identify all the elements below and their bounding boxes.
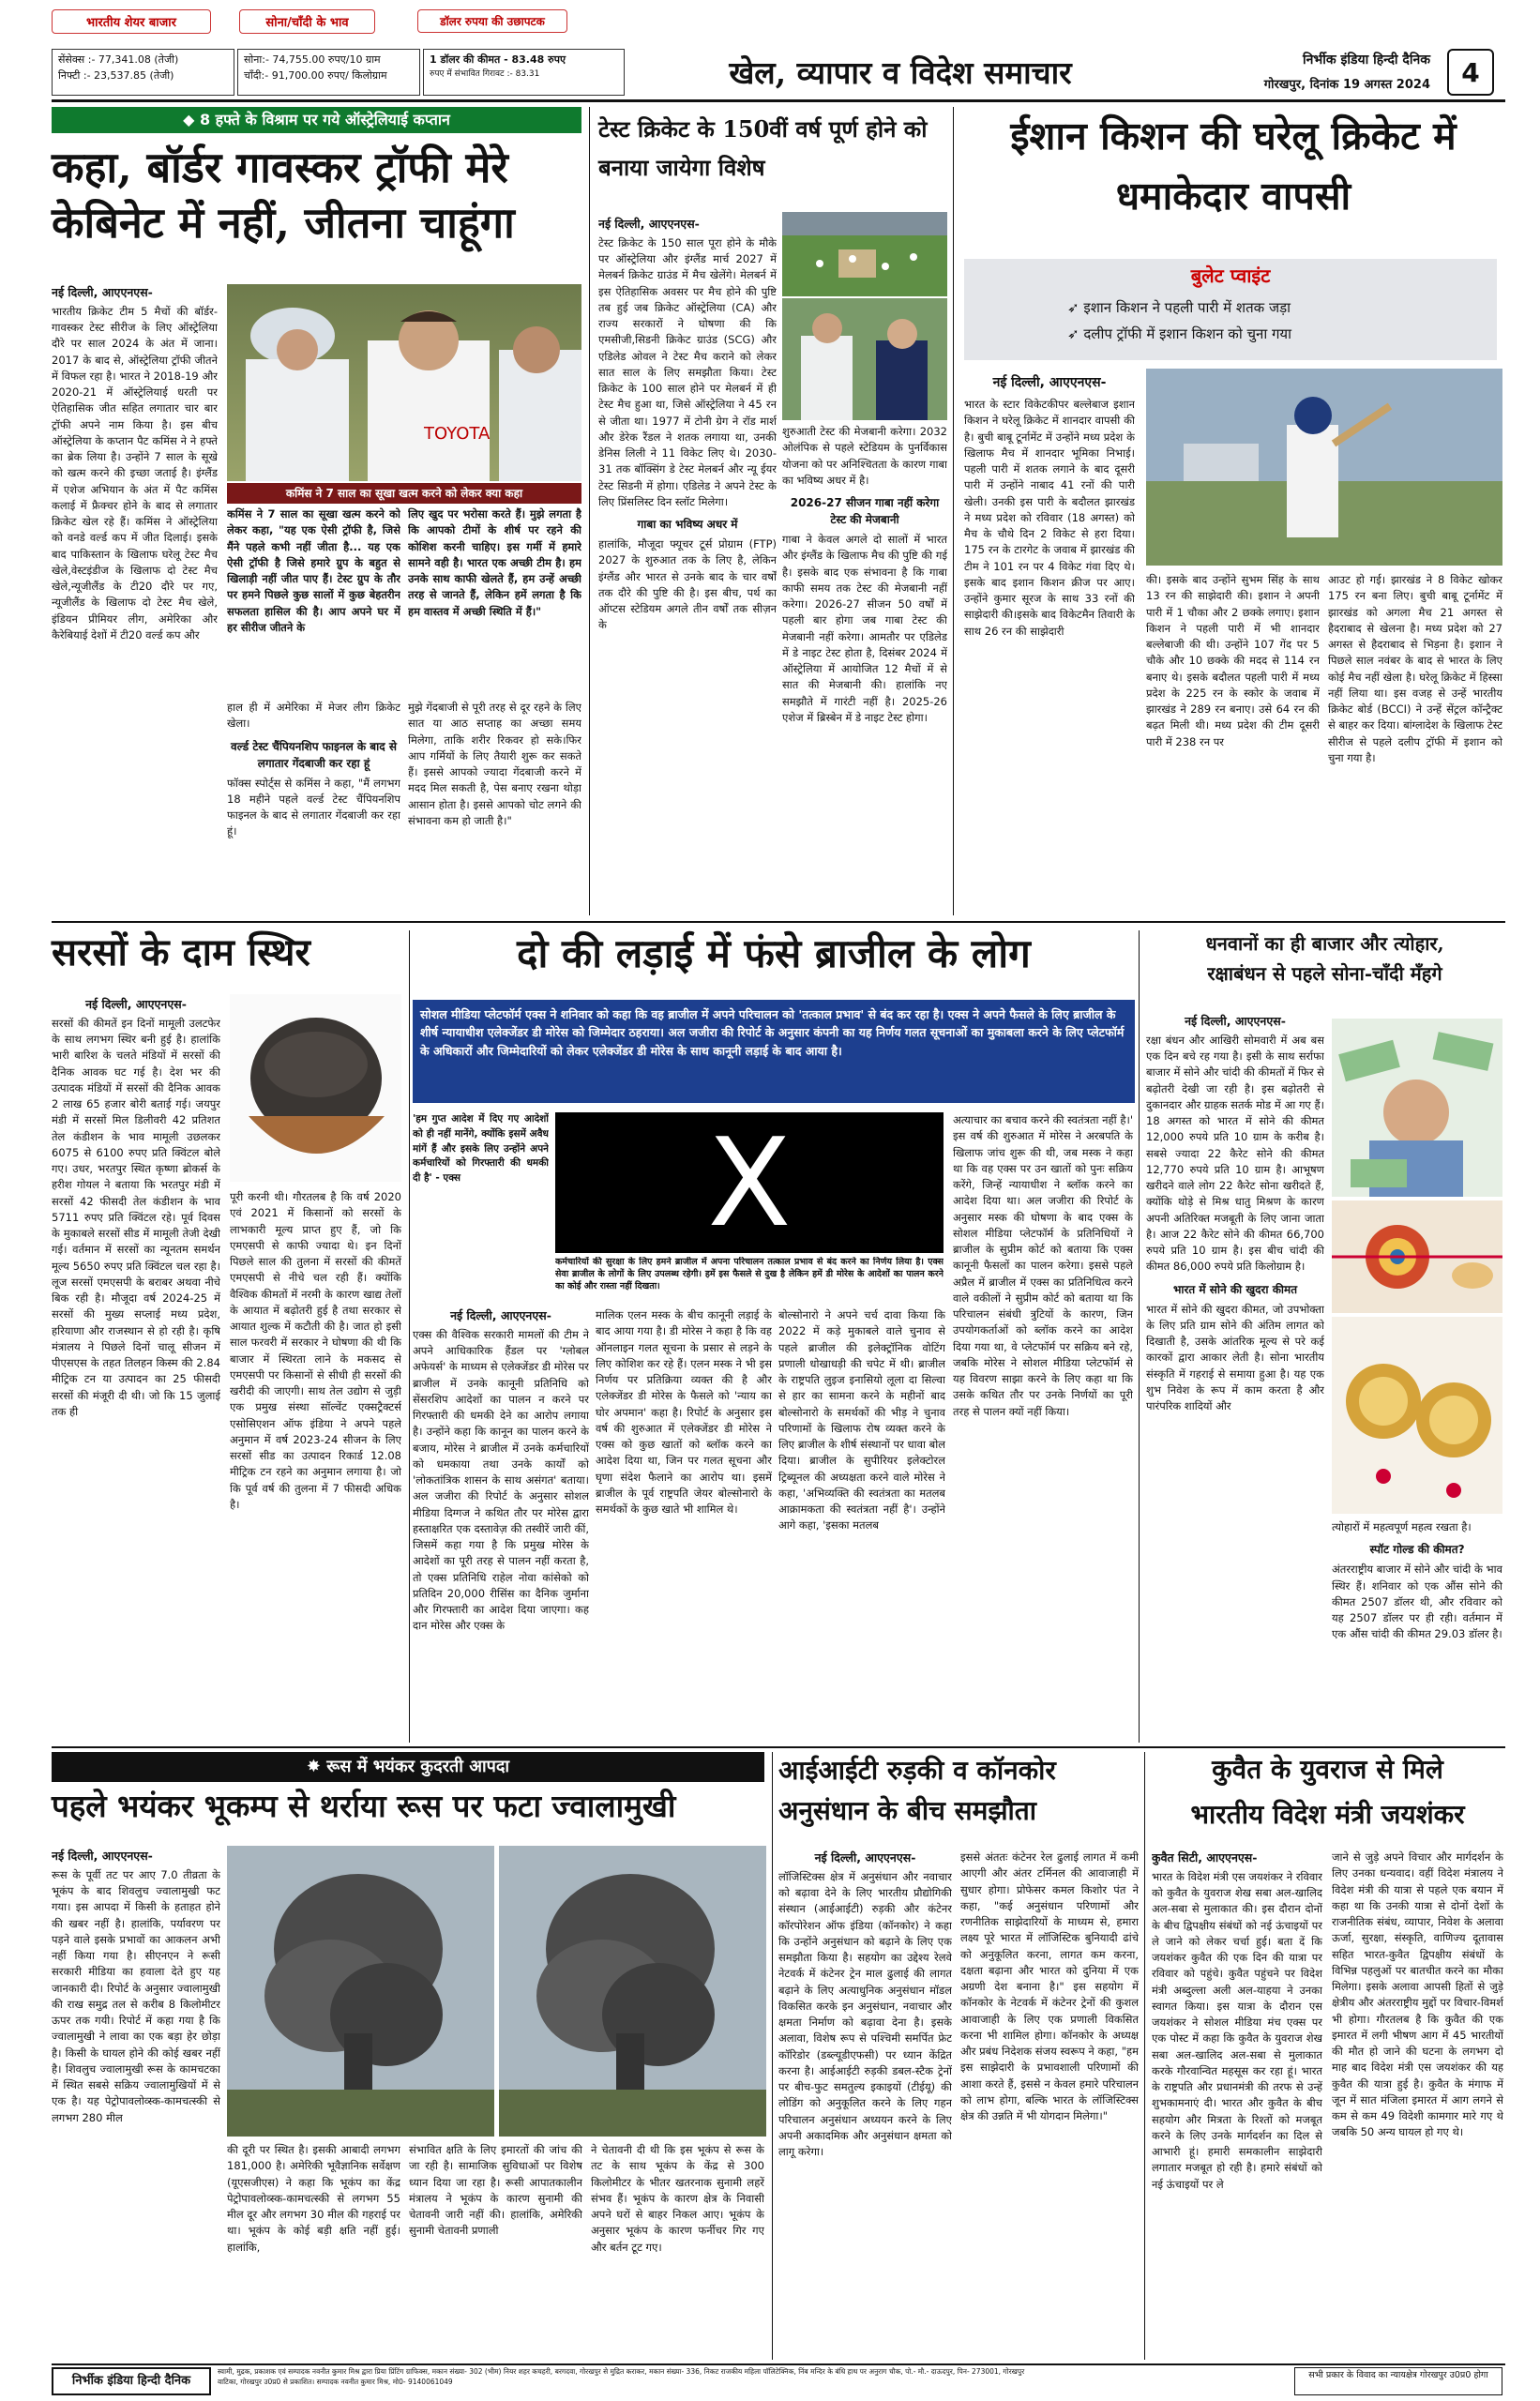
story2-dateline: नई दिल्ली, आएएनएस- bbox=[598, 217, 700, 231]
story5-column2 bbox=[596, 1307, 772, 1744]
story5-headline: दो की लड़ाई में फंसे ब्राजील के लोग bbox=[517, 930, 1031, 976]
story6-subhead: भारत में सोने की खुदरा कीमत bbox=[1172, 1282, 1298, 1296]
story7-body2: की दूरी पर स्थित है। इसकी आबादी लगभग 181,000 है। अमेरिकी भूवैज्ञानिक सर्वेक्षण (यूएसजीएस) ने कहा कि भूकंप का केंद्र पेट्रोपावलोव्स्क-कामचत्स्की से लगभग 55 मील दूर और लगभग 30 मील की गहराई पर था। भूकंप के कोई बड़ी क्षति नहीं हुई। हालांकि, bbox=[227, 2143, 400, 2254]
money-man-photo bbox=[1332, 1019, 1502, 1197]
masthead-rule bbox=[52, 99, 1505, 102]
share-market-box bbox=[52, 49, 234, 96]
story1-body1: भारतीय क्रिकेट टीम 5 मैचों की बॉर्डर-गावस्कर टेस्ट सीरीज के लिए ऑस्ट्रेलिया दौरे पर साल 2024 के अंत में जाना। 2017 के बाद से, ऑस्ट्रेलिया ट्रॉफी जीतने में विफल रहा है। भारत ने 2018-19 और 2020-21 में ऑस्ट्रेलियाई धरती पर ऐतिहासिक जीत सहित लगातार चार बार ट्रॉफी अपने नाम किया है। इस बीच ऑस्ट्रेलिया के कप्तान पैट कमिंस ने ने हफ्ते का ब्रेक लिया है। उन्होंने 7 साल के सूखे को खत्म करने की इच्छा जताई है। इंग्लैंड में एशेज अभियान के अंत में पैट कमिंस कलाई में फ्रैक्चर होने के बाद से लगातार क्रिकेट खेल रहे हैं। कमिंस ने ऑस्ट्रेलिया को वनडे वर्ल्ड कप में जीत दिलाई। इसके बाद पाकिस्तान के खिलाफ घरेलू टेस्ट मैच खेले,वेस्टइंडीज के खिलाफ दो टेस्ट मैच खेले,न्यूजीलैंड के टी20 दौरे पर गए, न्यूजीलैंड के खिलाफ दो टेस्ट मैच खेले, इंडियन प्रीमियर लीग, अमेरिका और कैरेबियाई देशों में टी20 वर्ल्ड कप और bbox=[52, 304, 218, 642]
story3-column3 bbox=[1328, 572, 1502, 915]
story8-dateline: नई दिल्ली, आएएनएस- bbox=[814, 1850, 916, 1865]
story5-deck-text: सोशल मीडिया प्लेटफॉर्म एक्स ने शनिवार को कहा कि वह ब्राजील में अपने परिचालन को 'तत्काल प्रभाव' से बंद कर रहा है। एक्स ने अपने फैसले के लिए ब्राजील के शीर्ष न्यायाधीश एलेक्जेंडर डी मोरेस को जिम्मेदार ठहराया। अल जजीरा की रिपोर्ट के अनुसार कंपनी का यह निर्णय गलत सूचनाओं का मुकाबला करने के लिए प्लेटफॉर्म के अधिकारों और जिम्मेदारियों को लेकर एलेक्जेंडर डी मोरेस के साथ कानूनी लड़ाई के बाद आया है। bbox=[420, 1007, 1125, 1058]
page-number: 4 bbox=[1447, 49, 1494, 96]
story3-body1: भारत के स्टार विकेटकीपर बल्लेबाज इशान किशन ने घरेलू क्रिकेट में शानदार वापसी की है। बुची बाबू टूर्नामेंट में उन्होंने मध्य प्रदेश के खिलाफ मैच में शानदार भूमिका निभाई। पहली पारी में शतक लगाने के बाद दूसरी पारी में उन्होंने नाबाद 41 रनों की पारी खेली। उनकी इस पारी के बदौलत झारखंड ने मध्य प्रदेश को रविवार (18 अगस्त) को मैच के चौथे दिन 2 विकेट से हरा दिया। 175 रन के टारगेट के जवाब में झारखंड की टीम ने 101 रन पर 4 विकेट गंवा दिए थे। इसके बाद इशान किशन क्रीज पर आए। उन्होंने कुमार सूरज के साथ 33 रनों की साझेदारी की।इसके बाद विकेटमैन तिवारी के साथ 26 रन की साझेदारी bbox=[964, 398, 1135, 638]
story9-body1: भारत के विदेश मंत्री एस जयशंकर ने रविवार को कुवैत के युवराज शेख सबा अल-खालिद अल-सबा से मुलाकात की। इस दौरान दोनों के बीच द्विपक्षीय संबंधों को नई ऊंचाइयों पर ले जाने को लेकर चर्चा हुई। बता दें कि जयशंकर कुवैत की एक दिन की यात्रा पर रविवार को पहुंचे। कुवैत पहुंचने पर विदेश मंत्री अब्दुल्ला अली अल-याहया ने उनका स्वागत किया। इस यात्रा के दौरान एस जयशंकर ने सोशल मीडिया मंच एक्स पर एक पोस्ट में कहा कि कुवैत के युवराज शेख सबा अल-खालिद अल-सबा से मुलाकात करके गौरवान्वित महसूस कर रहा हूं। भारत के राष्ट्रपति और प्रधानमंत्री की तरफ से उन्हें शुभकामनाएं दी। भारत और कुवैत के बीच सहयोग और मित्रता के रिश्तों को मजबूत करने के लिए उनके मार्गदर्शन का दिल से आभारी हूं। हमारी समकालीन साझेदारी लगातार मजबूत हो रही है। हमारे संबंधों को नई ऊंचाइयों पर ले bbox=[1152, 1869, 1322, 2191]
story1-column3b bbox=[408, 700, 581, 915]
story3-headline: ईशान किशन की घरेलू क्रिकेट में धमाकेदार वापसी bbox=[1010, 113, 1457, 219]
test-match-photo-graphic bbox=[782, 212, 947, 296]
gold-jewellery-photo-graphic bbox=[1332, 1317, 1502, 1514]
story1-headline: कहा, बॉर्डर गावस्कर ट्रॉफी मेरे केबिनेट में नहीं, जीतना चाहूंगा bbox=[52, 143, 515, 248]
story1-column2b bbox=[227, 700, 400, 915]
story4-dateline: नई दिल्ली, आएएनएस- bbox=[85, 997, 187, 1011]
story6-body2b: अंतरराष्ट्रीय बाजार में सोने और चांदी के भाव स्थिर हैं। शनिवार को एक औंस सोने की कीमत 2507 डॉलर थी, और रविवार को यह 2507 डॉलर पर ही रही। वर्तमान में एक औंस चांदी की कीमत 29.03 डॉलर है। bbox=[1332, 1563, 1502, 1641]
arrow-bullet-icon: ➶ bbox=[1067, 325, 1084, 342]
story7-dateline: नई दिल्ली, आएएनएस- bbox=[52, 1849, 153, 1863]
mustard-seeds-photo bbox=[230, 994, 401, 1182]
row-divider-2 bbox=[52, 1746, 1505, 1748]
bullet-item-1 bbox=[1067, 298, 1480, 317]
story5-column4 bbox=[953, 1112, 1133, 1744]
story2-headline: टेस्ट क्रिकेट के 150वीं वर्ष पूर्ण होने को बनाया जायेगा विशेष bbox=[598, 115, 928, 181]
story2-body2b: गाबा ने केवल अगले दो सालों में भारत और इंग्लैंड के खिलाफ मैच की पुष्टि की गई है। इसके बाद एक संभावना है कि गाबा काफी समय तक टेस्ट की मेजबानी नहीं करेगा। 2026-27 सीजन 50 वर्षों में पहली बार होगा जब गाबा टेस्ट की मेजबानी नहीं करेगा। आमतौर पर एडिलेड में डे नाइट टेस्ट होता है, दिसंबर 2024 में ऑस्ट्रेलिया में आयोजित 12 मैचों में से सात की मेजबानी की। हालांकि नए समझौते में गारंटी नहीं है। 2025-26 एशेज में ब्रिस्बेन में डे नाइट टेस्ट होगा। bbox=[782, 533, 947, 724]
story2-body1: टेस्ट क्रिकेट के 150 साल पूरा होने के मौके पर ऑस्ट्रेलिया और इंग्लैंड मार्च 2027 में मेलबर्न क्रिकेट ग्राउंड में मैच खेलेंगे। मेलबर्न में इस ऐतिहासिक अवसर पर मैच होने की पुष्टि तब हुई जब क्रिकेट ऑस्ट्रेलिया (CA) और राज्य सरकारों ने घोषणा की कि एमसीजी,सिडनी क्रिकेट ग्राउंड (SCG) और एडिलेड ओवल ने टेस्ट मैच कराने को लेकर सात साल के लिए समझौता किया। टेस्ट क्रिकेट के 100 साल होने पर मेलबर्न में ही टेस्ट मैच हुआ था, जिसे ऑस्ट्रेलिया ने 45 रन से जीता था। 1977 में टोनी ग्रेग ने रॉड मार्श और डेरेक रैंडल ने शतक लगाया था, उनकी डेनिस लिली ने 11 विकेट लिए थे। 2030-31 तक बॉक्सिंग डे टेस्ट मेलबर्न और न्यू ईयर टेस्ट सिडनी में होगा। एडिलेड ने अपने टेस्ट के लिए प्रिंसलिस्ट दिन स्लॉट मिलेगा। bbox=[598, 235, 777, 508]
story1-kicker bbox=[52, 107, 581, 133]
arrow-bullet-icon: ➶ bbox=[1067, 299, 1084, 316]
story5-body4: अत्याचार का बचाव करने की स्वतंत्रता नहीं है।' इस वर्ष की शुरुआत में मोरेस ने अरबपति के खिलाफ जांच शुरू की थी, जब मस्क ने कहा था कि वह एक्स पर उन खातों को पुनः सक्रिय करेंगे, जिन्हें न्यायाधीश ने ब्लॉक करने का आदेश दिया था। अल जजीरा की रिपोर्ट के अनुसार मस्क की घोषणा के बाद एक्स के सोशल मीडिया प्लेटफॉर्म के प्रतिनिधियों ने ब्राजील के सुप्रीम कोर्ट को बताया कि एक्स कानूनी फैसलों का पालन करेगा। इससे पहले अप्रैल में ब्राजील में एक्स का प्रतिनिधित्व करने वाले वकीलों ने सुप्रीम कोर्ट को बताया था कि परिचालन संबंधी त्रुटियों के कारण, जिन उपयोगकर्ताओं को ब्लॉक करने का आदेश दिया गया था, वे प्लेटफॉर्म पर सक्रिय बने रहे, जबकि मोरेस ने सोशल मीडिया प्लेटफॉर्म से यह विवरण साझा करने के लिए कहा था कि उसके कथित तौर पर उनके निर्णयों का पूरी तरह से पालन क्यों नहीं किया। bbox=[953, 1113, 1133, 1418]
story7-kicker bbox=[52, 1752, 764, 1782]
story6-subhead2: स्पॉट गोल्ड की कीमत? bbox=[1369, 1543, 1465, 1557]
story8-headline: आईआईटी रुड़की व कॉनकोर अनुसंधान के बीच समझौता bbox=[778, 1755, 1056, 1827]
ishan-kishan-photo bbox=[1146, 369, 1502, 566]
story4-headline: सरसों के दाम स्थिर bbox=[52, 930, 310, 974]
footer-rule bbox=[52, 2363, 1505, 2365]
story3-column1 bbox=[964, 371, 1135, 915]
story8-body2: इससे अंततः कंटेनर रेल ढुलाई लागत में कमी आएगी और अंतर टर्मिनल की आवाजाही में सुधार होगा। प्रोफेसर कमल किशोर पंत ने कहा, "कई अनुसंधान परिणामों और रणनीतिक साझेदारियों के माध्यम से, हमारा लक्ष्य पूरे भारत में लॉजिस्टिक बुनियादी ढांचे को अनुकूलित करना, लागत कम करना, दक्षता बढ़ाना और भारत को दुनिया में एक अग्रणी देश बनाना है।" इस सहयोग में कॉनकोर के नेटवर्क में कंटेनर ट्रेनों की कुशल आवाजाही के लिए एक प्रणाली विकसित करना भी शामिल होगा। कॉनकोर के अध्यक्ष और प्रबंध निदेशक संजय स्वरूप ने कहा, "हम इस साझेदारी के प्रभावशाली परिणामों की आशा करते हैं, इससे न केवल हमारे परिचालन को लाभ होगा, बल्कि भारत के लॉजिस्टिक्स क्षेत्र की उन्नति में भी योगदान मिलेगा।" bbox=[960, 1850, 1139, 2122]
story1-column1 bbox=[52, 284, 218, 913]
story6-body2: त्योहारों में महत्वपूर्ण महत्व रखता है। bbox=[1332, 1520, 1472, 1533]
story6-headline2: रक्षाबंधन से पहले सोना-चाँदी मँहगे bbox=[1207, 962, 1442, 985]
nifty-line: निफ्टी :- 23,537.85 (तेजी) bbox=[58, 68, 174, 82]
story4-column2 bbox=[230, 1189, 401, 1744]
story8-column2 bbox=[960, 1850, 1139, 2360]
bullet-item-2-text: दलीप ट्रॉफी में इशान किशन को चुना गया bbox=[1083, 325, 1292, 342]
story6-column1 bbox=[1146, 1013, 1324, 1744]
story5-column1 bbox=[413, 1307, 589, 1744]
story1-column2 bbox=[227, 506, 400, 689]
silver-price-line: चाँदी:- 91,700.00 रुपए/ किलोग्राम bbox=[244, 68, 387, 82]
story5-caption-text: कर्मचारियों की सुरक्षा के लिए हमने ब्राजील में अपना परिचालन तत्काल प्रभाव से बंद करने का निर्णय लिया है। एक्स सेवा ब्राजील के लोगों के लिए उपलब्ध रहेगी। हमें इस फैसले से दुख है लेकिन हमें डी मोरेस के आदेशों का पालन करने का कोई और रास्ता नहीं दिखता। bbox=[555, 1257, 944, 1291]
footer-imprint-line2: वाटिका, गोरखपुर उ0प्र0 से प्रकाशित। सम्पादक नवनीत कुमार मिश्र, मो0- 9140061049 bbox=[218, 2377, 453, 2386]
story7-column1 bbox=[52, 1848, 220, 2359]
money-man-photo-graphic bbox=[1332, 1019, 1502, 1197]
rakhi-photo bbox=[1332, 1200, 1502, 1313]
story7-body4: ने चेतावनी दी थी कि इस भूकंप से रूस के तट के साथ भूकंप के केंद्र से 300 किलोमीटर के भीतर खतरनाक सुनामी लहरें संभव हैं। भूकंप के कारण क्षेत्र के निवासी अपने घरों से बाहर निकल आए। भूकंप के अनुसार भूकंप के कारण फर्नीचर गिर गए और बर्तन टूट गए। bbox=[591, 2143, 764, 2254]
rupee-forecast-line: रुपए में संभावित गिरावट :- 83.31 bbox=[430, 68, 540, 79]
col-divider-4 bbox=[1139, 930, 1140, 1743]
players-photo-graphic bbox=[782, 298, 947, 420]
story7-body1: रूस के पूर्वी तट पर आए 7.0 तीव्रता के भूकंप के बाद शिवलुच ज्वालामुखी फट गया। इस आपदा में किसी के हताहत होने की खबर नहीं है। हालांकि, पर्यावरण पर पड़ने वाले इसके प्रभावों का आकलन अभी नहीं किया गया है। सीएनएन ने रूसी सरकारी मीडिया का हवाला देते हुए यह जानकारी दी। रिपोर्ट के अनुसार ज्वालामुखी की राख समुद्र तल से करीब 8 किलोमीटर ऊपर तक गयी। रिपोर्ट में कहा गया है कि ज्वालामुखी ने लावा का एक बड़ा हेर छोड़ा है। किसी के घायल होने की कोई खबर नहीं है। शिवलुच ज्वालामुखी रूस के कामचटका में स्थित सबसे सक्रिय ज्वालामुखियों में से एक है। यह पेट्रोपावलोव्स्क-कामचत्स्की से लगभग 280 मील bbox=[52, 1867, 220, 2124]
gold-jewellery-photo bbox=[1332, 1317, 1502, 1514]
story4-body2: पूरी करनी थी। गौरतलब है कि वर्ष 2020 एवं 2021 में किसानों को सरसों के लाभकारी मूल्य प्राप्त हुए हैं, जो कि एमएसपी से काफी ज्यादा थे। इन दिनों पिछले साल की तुलना में सरसों की कीमतें एमएसपी से नीचे चल रही हैं। क्योंकि वैश्विक कीमतों में नरमी के कारण खाद्य तेलों के आयात में बढ़ोतरी हुई है तथा सरकार से आयात शुल्क में कटौती की है। जात हो इसी साल फरवरी में सरकार ने घोषणा की थी कि बाजार में स्थिरता लाने के मकसद से एमएसपी पर किसानों से सीधी ही सरसों की खरीदी की जाएगी। साथ तेल उद्योग से जुड़ी एक प्रमुख संस्था सॉल्वेंट एक्सट्रैक्टर्स एसोसिएशन ऑफ इंडिया ने अपने पहले अनुमान में वर्ष 2023-24 सीजन के लिए सरसों सीड का उत्पादन रिकार्ड 12.08 मीट्रिक टन रहने का अनुमान लगाया है। जो कि पूर्व वर्ष की तुलना में 7 फीसदी अधिक है। bbox=[230, 1190, 401, 1511]
story5-caption bbox=[555, 1257, 944, 1304]
rakhi-photo-graphic bbox=[1332, 1200, 1502, 1313]
story5-quote-text: 'हम गुप्त आदेश में दिए गए आदेशों को ही नहीं मानेंगे, क्योंकि इसमें अवैध मांगें हैं और इसके लिए उन्होंने अपने कर्मचारियों को गिरफ्तारी की धमकी दी है' - एक्स bbox=[413, 1113, 549, 1184]
story7-body3: संभावित क्षति के लिए इमारतों की जांच की जा रही है। सामाजिक सुविधाओं पर विशेष ध्यान दिया जा रहा है। रूसी आपातकालीन मंत्रालय ने भूकंप के कारण सुनामी की चेतावनी जारी नहीं की। हालांकि, अमेरिकी सुनामी चेतावनी प्रणाली bbox=[409, 2143, 582, 2238]
story4-body1: सरसों की कीमतें इन दिनों मामूली उलटफेर के साथ लगभग स्थिर बनी हुई है। हालांकि भारी बारिश के चलते मंडियों में सरसों की दैनिक आवक घट गई है। देश भर की उत्पादक मंडियों में सरसों की दैनिक आवक 2 लाख 65 हजार बोरी बताई गई। जयपुर मंडी में सरसों मिल डिलीवरी 42 प्रतिशत तेल कंडीशन के भाव मामूली उछलकर 6075 से 6100 रुपए प्रति क्विंटल बोले गए। उधर, भरतपुर स्थित कृष्णा ब्रोकर्स के हरीश गोयल ने बताया कि भरतपुर मंडी में सरसों 42 फीसदी तेल कंडीशन के भाव 5711 रुपए प्रति क्विंटल रहे। पूर्व दिवस के मुकाबले सरसों सीड में मामूली तेजी देखी गई। वर्तमान में सरसों का न्यूनतम समर्थन मूल्य 5650 रुपए प्रति क्विंटल चल रहा है। लूज सरसों एमएसपी के बराबर अथवा नीचे बिक रही है। मौजूदा वर्ष 2024-25 में सरसों की मुख्य सप्लाई मध्य प्रदेश, हरियाणा और राजस्थान से हो रही है। कृषि मंत्रालय ने पिछले दिनों चालू सीजन में पीएसएस के तहत तिलहन किस्म की 2.84 मीट्रिक टन या उत्पादन का 25 फीसदी सरसों की मंजूरी दी थी। जो कि 15 जुलाई तक ही bbox=[52, 1016, 220, 1418]
mustard-seeds-photo-graphic bbox=[230, 994, 401, 1182]
story8-body1: लॉजिस्टिक्स क्षेत्र में अनुसंधान और नवाचार को बढ़ावा देने के लिए भारतीय प्रौद्योगिकी संस्थान (आईआईटी) रुड़की और कंटेनर कॉरपोरेशन ऑफ इंडिया (कॉनकोर) ने कहा कि उन्होंने अनुसंधान को बढ़ाने के लिए एक समझौता किया है। सहयोग का उद्देश्य रेलवे नेटवर्क में कंटेनर ट्रेन माल ढुलाई की लागत बढ़ाने के लिए अत्याधुनिक अनुसंधान मॉडल विकसित करके इन अनुसंधान, नवाचार और क्षमता निर्माण को बढ़ावा देना है। इसके अलावा, विशेष रूप से पश्चिमी समर्पित फ्रेट कॉरिडोर (डब्ल्यूडीएफसी) पर ध्यान केंद्रित करना है। आईआईटी रुड़की डबल-स्टैक ट्रेनों पर बीच-फुट समतुल्य इकाइयों (टीईयू) की लोडिंग को अनुकूलित करने के लिए गहन परिचालन अनुसंधान अध्ययन करने के लिए अपनी अकादमिक और अनुसंधान क्षमता को लागू करेगा। bbox=[778, 1869, 952, 2158]
story2-subhead1: गाबा का भविष्य अधर में bbox=[637, 518, 738, 531]
story8-column1 bbox=[778, 1850, 952, 2360]
story2-subhead2: 2026-27 सीजन गाबा नहीं करेगा टेस्ट की मेजबानी bbox=[790, 496, 940, 526]
volcano-photo-1 bbox=[227, 1846, 494, 2137]
story7-headline: पहले भयंकर भूकम्प से थर्राया रूस पर फटा ज्वालामुखी bbox=[52, 1788, 676, 1824]
svg-text:TOYOTA: TOYOTA bbox=[424, 424, 491, 444]
row-divider-1 bbox=[52, 921, 1505, 923]
col-divider-6 bbox=[1144, 1752, 1145, 2360]
footer-imprint bbox=[218, 2367, 1287, 2397]
story9-headline2: भारतीय विदेश मंत्री जयशंकर bbox=[1190, 1799, 1465, 1830]
share-market-label: भारतीय शेयर बाजार bbox=[52, 9, 211, 34]
masthead bbox=[52, 8, 1505, 101]
story3-column2 bbox=[1146, 572, 1320, 915]
story5-deck bbox=[413, 1000, 1135, 1103]
bullet-item-1-text: इशान किशन ने पहली पारी में शतक जड़ा bbox=[1083, 299, 1291, 316]
story2-body2: शुरुआती टेस्ट की मेजबानी करेगा। 2032 ओलंपिक से पहले स्टेडियम के पुनर्विकास योजना को पर अनिश्चितता के कारण गाबा का भविष्य अधर में है। bbox=[782, 425, 947, 487]
story5-column3 bbox=[778, 1307, 945, 1744]
story1-body2c: फॉक्स स्पोर्ट्स से कमिंस ने कहा, "मैं लगभग 18 महीने पहले वर्ल्ड टेस्ट चैंपियनशिप फाइनल के बाद से लगातार गेंदबाजी कर रहा हूं। bbox=[227, 776, 400, 838]
story6-column2 bbox=[1332, 1519, 1502, 1744]
cummins-photo-caption: कमिंस ने 7 साल का सूखा खत्म करने को लेकर क्या कहा bbox=[227, 483, 581, 504]
story3-body2: की। इसके बाद उन्होंने सुभम सिंह के साथ 13 रन की साझेदारी की। इशान ने अपनी पारी में 1 चौका और 2 छक्के लगाए। इशान किशन ने पहली पारी में भी शानदार बल्लेबाजी की थी। उन्होंने 107 गेंद पर 5 चौके और 10 छक्के की मदद से 114 रन बनाए थे। इसके बदौलत पहली पारी में मध्य प्रदेश के 225 रन के स्कोर के जवाब में झारखंड ने 289 रन बनाए। उसे 64 रन की बढ़त मिली थी। मध्य प्रदेश की टीम दूसरी पारी में 238 रन पर bbox=[1146, 573, 1320, 748]
col-divider-3 bbox=[409, 930, 410, 1743]
place-date: गोरखपुर, दिनांक 19 अगस्त 2024 bbox=[1263, 78, 1430, 92]
story1-dateline: नई दिल्ली, आएएनएस- bbox=[52, 285, 153, 299]
x-logo-icon: X bbox=[707, 1111, 792, 1254]
story2-body1b: हालांकि, मौजूदा फ्यूचर टूर्स प्रोग्राम (FTP) 2027 के शुरुआत तक के लिए है, लेकिन इंग्लैंड और भारत से उनके बाद के चार वर्षों तक दौरे की पुष्टि की है। इस बीच, पर्थ का ऑप्टस स्टेडियम अगले तीन वर्षों तक सीज़न के bbox=[598, 537, 777, 632]
story7-kicker-text: रूस में भयंकर कुदरती आपदा bbox=[326, 1757, 510, 1776]
ishan-kishan-photo-graphic bbox=[1146, 369, 1502, 566]
volcano-photo-2 bbox=[499, 1846, 766, 2137]
story1-body2: कमिंस ने 7 साल का सूखा खत्म करने को लेकर कहा, "यह एक ऐसी ट्रॉफी है, जिसे मैंने पहले कभी नहीं जीता है... यह एक ऐसी ट्रॉफी है जिसे हमारे ग्रुप के बहुत से खिलाड़ी नहीं जीत पाए हैं। टेस्ट ग्रुप के तौर पर हमने पिछले कुछ सालों में कुछ बेहतरीन सफलता हासिल की है। आप अपने घर में हर सीरीज जीतने के bbox=[227, 507, 400, 634]
sensex-line: सेंसेक्स :- 77,341.08 (तेजी) bbox=[58, 53, 179, 66]
col-divider-5 bbox=[772, 1752, 773, 2360]
story7-column2 bbox=[227, 2142, 400, 2360]
footer-brand: निर्भीक इंडिया हिन्दी दैनिक bbox=[52, 2367, 211, 2395]
volcano-photo-1-graphic bbox=[227, 1846, 494, 2137]
story6-body1b: भारत में सोने की खुदरा कीमत, जो उपभोक्ता के लिए प्रति ग्राम सोने की अंतिम लागत को दिखाती है, उसके आंतरिक मूल्य से परे कई कारकों द्वारा आकार लेती है। सोना भारतीय संस्कृति में गहराई से समाया हुआ है। यह एक शुभ निवेश के रूप में काम करता है और पारंपरिक शादियों और bbox=[1146, 1302, 1324, 1412]
story9-column2 bbox=[1332, 1850, 1503, 2360]
diamond-bullet-icon: ◆ bbox=[183, 111, 200, 128]
players-photo bbox=[782, 298, 947, 420]
sun-bullet-icon: ✸ bbox=[306, 1757, 327, 1776]
story5-body2: मालिक एलन मस्क के बीच कानूनी लड़ाई के बाद आया गया है। डी मोरेस ने कहा है कि वह ऑनलाइन गलत सूचना के प्रसार से लड़ने के लिए कोशिश कर रहे हैं। एलन मस्क ने भी इस निर्णय पर प्रतिक्रिया व्यक्त की है और एलेक्जेंडर डी मोरेस के फैसले को 'न्याय का घोर अपमान' कहा है। रिपोर्ट के अनुसार इस वर्ष की शुरुआत में एलेक्जेंडर डी मोरेस ने एक्स को कुछ खातों को ब्लॉक करने का आदेश दिया था, जिन पर गलत सूचना और घृणा संदेश फैलाने का आरोप था। इसमें ब्राजील के पूर्व राष्ट्रपति जेयर बोल्सोनारो के समर्थकों के कुछ खाते भी शामिल थे। bbox=[596, 1308, 772, 1516]
volcano-photo-2-graphic bbox=[499, 1846, 766, 2137]
footer-imprint-line1: स्वामी, मुद्रक, प्रकाशक एवं सम्पादक नवनीत कुमार मिश्र द्वारा प्रिया प्रिंटिंग ग्राफिक्स, मकान संख्या- 302 (भीम) नियर शहर कचहरी, बरगदवा, गोरखपुर से मुद्रित कराकर, मकान संख्या- 336, निकट राजकीय महिला पॉलिटेक्निक, निंब मन्दिर के बंधि हाथ पर अनुराग चौक, पो.- मौ.- दाऊदपुर, पिन- 273001, गोरखपुर bbox=[218, 2367, 1025, 2376]
story9-headline1: कुवैत के युवराज से मिले bbox=[1212, 1754, 1443, 1785]
story7-column4 bbox=[591, 2142, 764, 2360]
dollar-price-line: 1 डॉलर की कीमत - 83.48 रुपए bbox=[430, 53, 566, 66]
story2-column1 bbox=[598, 216, 777, 914]
bullet-item-2 bbox=[1067, 325, 1480, 343]
section-title: खेल, व्यापार व विदेश समाचार bbox=[729, 54, 1072, 91]
story9-column1 bbox=[1152, 1850, 1322, 2360]
paper-name: निर्भीक इंडिया हिन्दी दैनिक bbox=[1302, 53, 1430, 68]
story1-body3: लिए खुद पर भरोसा करते हैं। मुझे लगता है कि आपको टीमों के शीर्ष पर रहने की कोशिश करनी चाहिए। इस गर्मी में हमारे सामने वही है। भारत एक अच्छी टीम है। हम उनके साथ काफी खेलते हैं, हम उन्हें अच्छी तरह से जानते हैं, लेकिन हमें लगता है कि हम वास्तव में अच्छी स्थिति में हैं।" bbox=[408, 507, 581, 618]
dollar-box bbox=[423, 49, 625, 96]
cummins-photo-graphic bbox=[227, 284, 581, 481]
dollar-rupee-label: डॉलर रुपया की उछापटक bbox=[417, 9, 567, 33]
story2-column2 bbox=[782, 424, 947, 914]
col-divider-1 bbox=[589, 107, 590, 915]
story5-dateline: नई दिल्ली, आएएनएस- bbox=[450, 1308, 551, 1322]
story1-subhead: वर्ल्ड टेस्ट चैंपियनशिप फाइनल के बाद से लगातार गेंदबाजी कर रहा हूं bbox=[231, 739, 397, 770]
story9-body2: जाने से जुड़े अपने विचार और मार्गदर्शन के लिए उनका धन्यवाद। वहीं विदेश मंत्रालय ने विदेश मंत्री की यात्रा से पहले एक बयान में कहा था कि उनकी यात्रा से दोनों देशों के राजनीतिक संबंध, व्यापार, निवेश के अलावा ऊर्जा, सुरक्षा, संस्कृति, वाणिज्य दूतावास सहित भारत-कुवैत द्विपक्षीय संबंधों के विभिन्न पहलुओं पर बातचीत करने का मौका मिलेगा। इसके अलावा आपसी हितों से जुड़े क्षेत्रीय और अंतरराष्ट्रीय मुद्दों पर विचार-विमर्श भी होगा। गौरतलब है कि कुवैत की एक इमारत में लगी भीषण आग में 45 भारतीयों की मौत हो जाने की घटना के लगभग दो माह बाद विदेश मंत्री एस जयशंकर की यह कुवैत की यात्रा हुई है। कुवैत के मंगाफ में जून में सात मंजिला इमारत में आग लगने से कम से कम 49 विदेशी कामगार मारे गए थे जबकि 50 अन्य घायल हो गए थे। bbox=[1332, 1850, 1503, 2139]
story5-body3: बोल्सोनारो ने अपने चर्च दावा किया कि 2022 में कड़े मुकाबले वाले चुनाव से पहले ब्राजील की इलेक्ट्रॉनिक वोटिंग प्रणाली धोखाधड़ी की चपेट में थी। ब्राजील के राष्ट्रपति लुइज इनासियो लूला दा सिल्वा से हार का सामना करने के महीनों बाद बोल्सोनारो के समर्थकों की भीड़ ने चुनाव परिणामों के खिलाफ रोष व्यक्त करने के लिए ब्राजील के शीर्ष संस्थानों पर धावा बोल दिया। ब्राजील के सुपीरियर इलेक्टोरल ट्रिब्यूनल की अध्यक्षता करने वाले मोरेस ने कहा, 'अभिव्यक्ति की स्वतंत्रता का मतलब आक्रामकता की स्वतंत्रता नहीं है'। उन्होंने आगे कहा, 'इसका मतलब bbox=[778, 1308, 945, 1533]
gold-silver-box bbox=[237, 49, 420, 96]
story1-kicker-text: 8 हफ्ते के विश्राम पर गये ऑस्ट्रेलियाई कप्तान bbox=[199, 111, 450, 128]
x-logo-box bbox=[555, 1112, 944, 1253]
story4-column1 bbox=[52, 996, 220, 1744]
story6-dateline: नई दिल्ली, आएएनएस- bbox=[1185, 1014, 1286, 1028]
story1-column3 bbox=[408, 506, 581, 689]
story7-column3 bbox=[409, 2142, 582, 2360]
cummins-photo bbox=[227, 284, 581, 481]
story3-body3: आउट हो गई। झारखंड ने 8 विकेट खोकर 175 रन बना लिए। बुची बाबू टूर्नामेंट में झारखंड को अगला मैच 21 अगस्त से हैदराबाद से खेलना है। मध्य प्रदेश को 27 अगस्त से हैदराबाद से भिड़ना है। इशान ने पिछले साल नवंबर के बाद से भारत के लिए कोई मैच नहीं खेला है। घरेलू क्रिकेट में हिस्सा नहीं लिया था। इस वजह से उन्हें भारतीय क्रिकेट बोर्ड (BCCI) ने उन्हें सेंट्रल कॉन्ट्रैक्ट से बाहर कर दिया। बांग्लादेश के खिलाफ टेस्ट सीरीज से पहले दलीप ट्रॉफी में इशान को चुना गया है। bbox=[1328, 573, 1502, 764]
story6-body1: रक्षा बंधन और आखिरी सोमवारी में अब बस एक दिन बचे रह गया है। इसी के साथ सर्राफा बाजार में सोने और चांदी की कीमतों में फिर से बढ़ोतरी देखी जा रही है। इस बढ़ोतरी से दुकानदार और ग्राहक सतर्क मोड में आ गए हैं। 18 अगस्त को भारत में सोने की कीमत 12,000 रुपये प्रति 10 ग्राम के करीब है। सबसे ज्यादा 22 कैरेट सोने की कीमत 12,770 रुपये प्रति 10 ग्राम है। आभूषण खरीदने वाले लोग 22 कैरेट सोना खरीदते हैं, क्योंकि थोड़े से मिश्र धातु मिश्रण के कारण अपनी अतिरिक्त मजबूती के लिए जाना जाता है। आज 22 कैरेट सोने की कीमत 66,700 रुपये प्रति 10 ग्राम है। इस बीच चांदी की कीमत 86,000 रुपये प्रति किलोग्राम है। bbox=[1146, 1033, 1324, 1274]
footer-jurisdiction: सभी प्रकार के विवाद का न्यायक्षेत्र गोरखपुर उ0प्र0 होगा bbox=[1294, 2367, 1502, 2395]
story6-headline1: धनवानों का ही बाजार और त्योहार, bbox=[1205, 932, 1444, 955]
gold-silver-label: सोना/चाँदी के भाव bbox=[239, 9, 375, 34]
story1-body3b: मुझे गेंदबाजी से पूरी तरह से दूर रहने के लिए सात या आठ सप्ताह का अच्छा समय मिलेगा, ताकि शरीर रिकवर हो सके।फिर आप गर्मियों के लिए तैयारी शुरू कर सकते हैं। इससे आपको ज्यादा गेंदबाजी करने में मदद मिल सकती है, पेस बनाए रखना थोड़ा आसान होता है। इससे आपको चोट लगने की संभावना कम हो जाती है।" bbox=[408, 701, 581, 827]
test-match-photo bbox=[782, 212, 947, 296]
col-divider-2 bbox=[953, 107, 954, 915]
story3-dateline: नई दिल्ली, आएएनएस- bbox=[992, 375, 1107, 390]
story1-body2b: हाल ही में अमेरिका में मेजर लीग क्रिकेट खेला। bbox=[227, 701, 400, 731]
story9-dateline: कुवैत सिटी, आएएनएस- bbox=[1152, 1850, 1258, 1865]
bullet-point-title: बुलेट प्वाइंट bbox=[1190, 264, 1271, 287]
gold-price-line: सोना:- 74,755.00 रुपए/10 ग्राम bbox=[244, 53, 381, 66]
story5-quote bbox=[413, 1112, 549, 1272]
bullet-point-box bbox=[964, 259, 1497, 360]
story5-body1: एक्स की वैश्विक सरकारी मामलों की टीम ने अपने आधिकारिक हैंडल पर 'ग्लोबल अफेयर्स' के माध्यम से एलेक्जेंडर डी मोरेस पर ब्राजील में उनके कानूनी प्रतिनिधि को सेंसरशिप आदेशों का पालन न करने पर गिरफ्तारी की धमकी देने का आरोप लगाया है। उन्होंने कहा कि कानून का पालन करने के बजाय, मोरेस ने ब्राजील में उनके कर्मचारियों को धमकाया तथा उनके कार्यों को 'लोकतांत्रिक शासन के साथ असंगत' बताया। अल जजीरा की रिपोर्ट के अनुसार सोशल मीडिया दिग्गज ने कथित तौर पर मोरेस द्वारा हस्ताक्षरित एक दस्तावेज़ की तस्वीरें जारी कीं, जिसमें कहा गया है कि प्रमुख मोरेस के आदेशों का पूरी तरह से पालन नहीं करता है, तो एक्स प्रतिनिधि राहेल नोवा कांसेको को प्रतिदिन 20,000 रीसिंस का दैनिक जुर्माना और गिरफ्तारी का आदेश दिया जाएगा। कह दान मोरेस और एक्स के bbox=[413, 1327, 589, 1633]
